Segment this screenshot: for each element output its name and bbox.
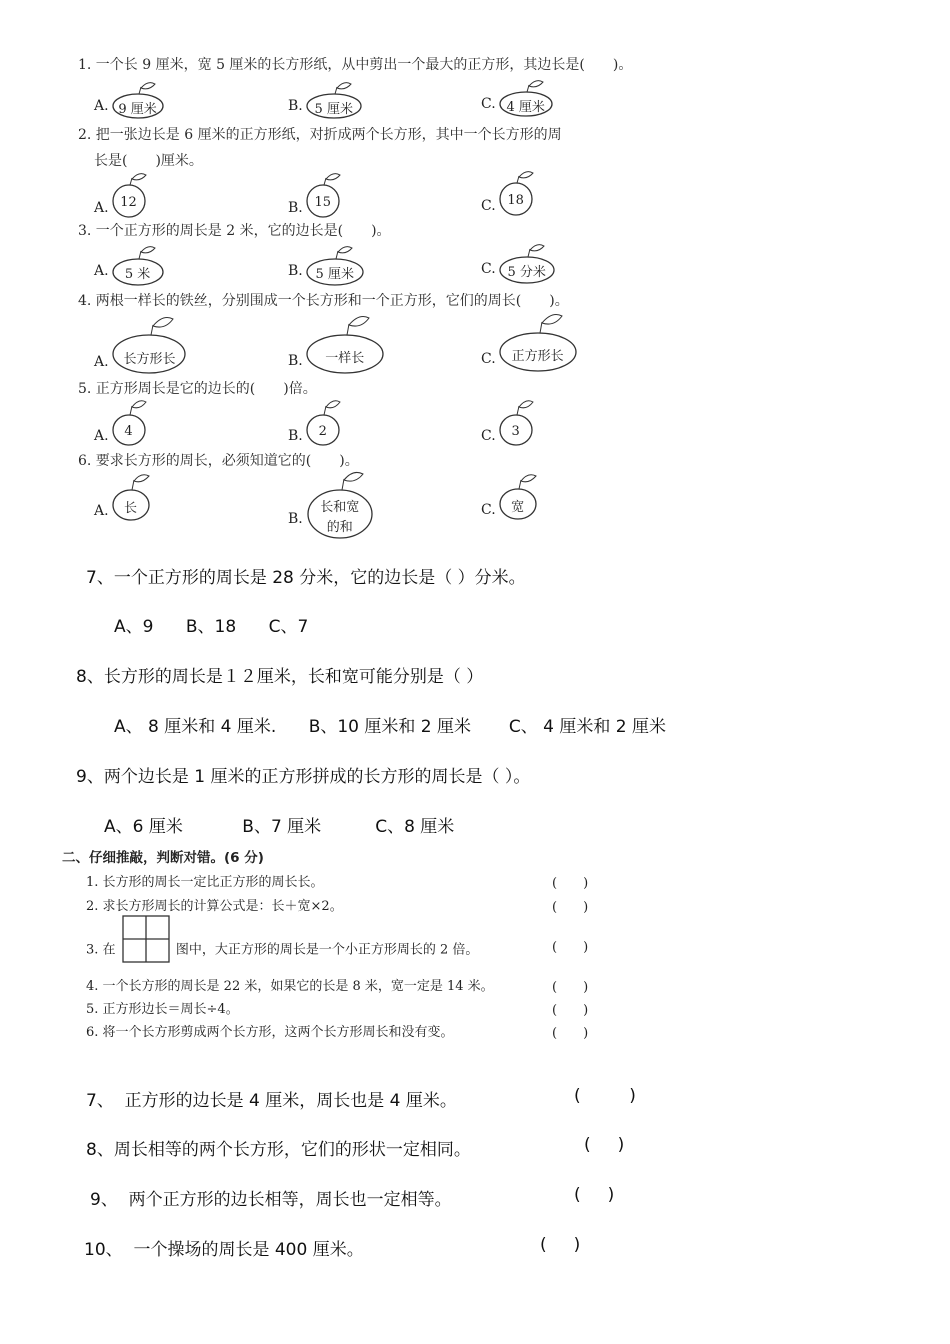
q3-option-b[interactable] (288, 246, 365, 286)
apple-icon (498, 472, 538, 520)
square-grid-icon (122, 915, 170, 963)
apple-icon (305, 470, 375, 540)
tf-answer-7[interactable]: ( ) (574, 1086, 636, 1106)
question-7: 7、一个正方形的周长是 28 分米，它的边长是（ ）分米。 (86, 568, 526, 588)
section-heading: 二、仔细推敲，判断对错。(6 分) (62, 850, 264, 866)
q3-option-c[interactable] (481, 244, 556, 284)
option-value: 18 (507, 192, 524, 208)
option-letter: A. (94, 354, 109, 370)
option-letter: A. (94, 98, 109, 114)
apple-icon (498, 80, 554, 118)
q4-option-c[interactable] (481, 312, 578, 372)
apple-icon (111, 82, 165, 120)
q5-option-a[interactable] (94, 398, 147, 446)
apple-icon (305, 172, 341, 218)
option-value: 宽 (511, 499, 525, 515)
tf-answer-6[interactable]: ( ) (552, 1026, 589, 1041)
tf-answer-5[interactable]: ( ) (552, 1003, 589, 1018)
q5-option-b[interactable] (288, 398, 341, 446)
q2-option-a[interactable] (94, 172, 147, 218)
q2-option-b[interactable] (288, 172, 341, 218)
tf-item-3 (86, 933, 478, 967)
q6-option-b[interactable] (288, 470, 375, 540)
tf-answer-8[interactable]: ( ) (584, 1135, 625, 1155)
question-5: 5. 正方形周长是它的边长的( )倍。 (78, 381, 317, 397)
option-letter: B. (288, 98, 303, 114)
option-letter: B. (288, 353, 303, 369)
apple-icon (498, 398, 534, 446)
apple-icon (498, 170, 534, 216)
q6-option-a[interactable] (94, 472, 151, 522)
option-value-line2: 的和 (326, 520, 353, 535)
option-letter: A. (94, 263, 109, 279)
question-8: 8、长方形的周长是１２厘米，长和宽可能分别是（ ） (76, 667, 484, 687)
question-3: 3. 一个正方形的周长是 2 米，它的边长是( )。 (78, 223, 391, 239)
option-value: 5 米 (124, 266, 151, 282)
option-value: 3 (511, 423, 520, 439)
q1-option-c[interactable] (481, 80, 554, 118)
apple-icon (111, 246, 165, 286)
option-value: 4 (124, 423, 133, 439)
question-8-options[interactable]: A、 8 厘米和 4 厘米. B、10 厘米和 2 厘米 C、 4 厘米和 2 厘米 (114, 717, 666, 737)
q1-option-a[interactable] (94, 82, 165, 120)
tf-item-10: 10、 一个操场的周长是 400 厘米。 (84, 1240, 364, 1260)
option-letter: C. (481, 351, 496, 367)
option-value: 一样长 (325, 350, 365, 366)
option-letter: C. (481, 96, 496, 112)
question-4: 4. 两根一样长的铁丝，分别围成一个长方形和一个正方形，它们的周长( )。 (78, 293, 569, 309)
option-letter: A. (94, 200, 109, 216)
option-value: 5 厘米 (314, 101, 353, 117)
tf-item-2: 2. 求长方形周长的计算公式是：长＋宽×2。 (86, 899, 343, 914)
q2-option-c[interactable] (481, 170, 534, 216)
apple-icon (305, 82, 363, 120)
tf-item-6: 6. 将一个长方形剪成两个长方形，这两个长方形周长和没有变。 (86, 1025, 454, 1040)
tf-answer-4[interactable]: ( ) (552, 980, 589, 995)
option-value: 12 (120, 194, 137, 210)
option-value: 正方形长 (511, 348, 564, 364)
q3-option-a[interactable] (94, 246, 165, 286)
square-figure (122, 915, 170, 967)
tf-item-4: 4. 一个长方形的周长是 22 米，如果它的长是 8 米，宽一定是 14 米。 (86, 979, 494, 994)
q4-option-b[interactable] (288, 314, 385, 374)
option-letter: C. (481, 428, 496, 444)
option-value: 长方形长 (123, 351, 176, 367)
option-letter: A. (94, 428, 109, 444)
apple-icon (498, 244, 556, 284)
q1-option-b[interactable] (288, 82, 363, 120)
question-9-options[interactable]: A、6 厘米 B、7 厘米 C、8 厘米 (104, 817, 455, 837)
apple-icon (305, 246, 365, 286)
question-9: 9、两个边长是 1 厘米的正方形拼成的长方形的周长是（ ）。 (76, 767, 531, 787)
apple-icon (305, 314, 385, 374)
option-letter: C. (481, 502, 496, 518)
option-value (320, 498, 359, 538)
option-value: 5 分米 (507, 264, 546, 280)
question-2-line2: 长是( )厘米。 (94, 153, 203, 169)
tf-answer-3[interactable]: ( ) (552, 940, 589, 955)
tf-item-7: 7、 正方形的边长是 4 厘米，周长也是 4 厘米。 (86, 1091, 457, 1111)
option-value: 2 (318, 423, 327, 439)
q6-option-c[interactable] (481, 472, 538, 520)
apple-icon (111, 316, 189, 374)
option-value: 长 (124, 500, 138, 516)
option-letter: C. (481, 261, 496, 277)
option-value-line1: 长和宽 (320, 500, 360, 515)
q5-option-c[interactable] (481, 398, 534, 446)
question-7-options[interactable]: A、9 B、18 C、7 (114, 617, 309, 637)
option-letter: B. (288, 263, 303, 279)
option-letter: C. (481, 198, 496, 214)
apple-icon (111, 172, 147, 218)
tf-answer-1[interactable]: ( ) (552, 876, 589, 891)
option-value: 15 (314, 194, 332, 210)
apple-icon (305, 398, 341, 446)
tf-answer-10[interactable]: ( ) (540, 1235, 581, 1255)
question-1: 1. 一个长 9 厘米，宽 5 厘米的长方形纸，从中剪出一个最大的正方形，其边长是( )。 (78, 57, 633, 73)
option-value: 5 厘米 (315, 266, 354, 282)
option-value: 4 厘米 (506, 99, 545, 115)
option-letter: B. (288, 200, 303, 216)
apple-icon (111, 472, 151, 522)
tf-item-5: 5. 正方形边长＝周长÷4。 (86, 1002, 239, 1017)
option-value: 9 厘米 (118, 101, 157, 117)
option-letter: B. (288, 511, 303, 527)
question-2-line1: 2. 把一张边长是 6 厘米的正方形纸，对折成两个长方形，其中一个长方形的周 (78, 127, 562, 143)
apple-icon (111, 398, 147, 446)
tf-item-8: 8、周长相等的两个长方形，它们的形状一定相同。 (86, 1140, 471, 1160)
q4-option-a[interactable] (94, 316, 189, 374)
tf-item-1: 1. 长方形的周长一定比正方形的周长长。 (86, 875, 324, 890)
option-letter: A. (94, 503, 109, 519)
tf-item-3-after: 图中，大正方形的周长是一个小正方形周长的 2 倍。 (175, 942, 479, 958)
tf-answer-2[interactable]: ( ) (552, 900, 589, 915)
question-6: 6. 要求长方形的周长，必须知道它的( )。 (78, 453, 359, 469)
tf-answer-9[interactable]: ( ) (574, 1185, 615, 1205)
tf-item-9: 9、 两个正方形的边长相等，周长也一定相等。 (90, 1190, 452, 1210)
tf-item-3-before: 3. 在 (86, 942, 116, 958)
option-letter: B. (288, 428, 303, 444)
apple-icon (498, 312, 578, 372)
